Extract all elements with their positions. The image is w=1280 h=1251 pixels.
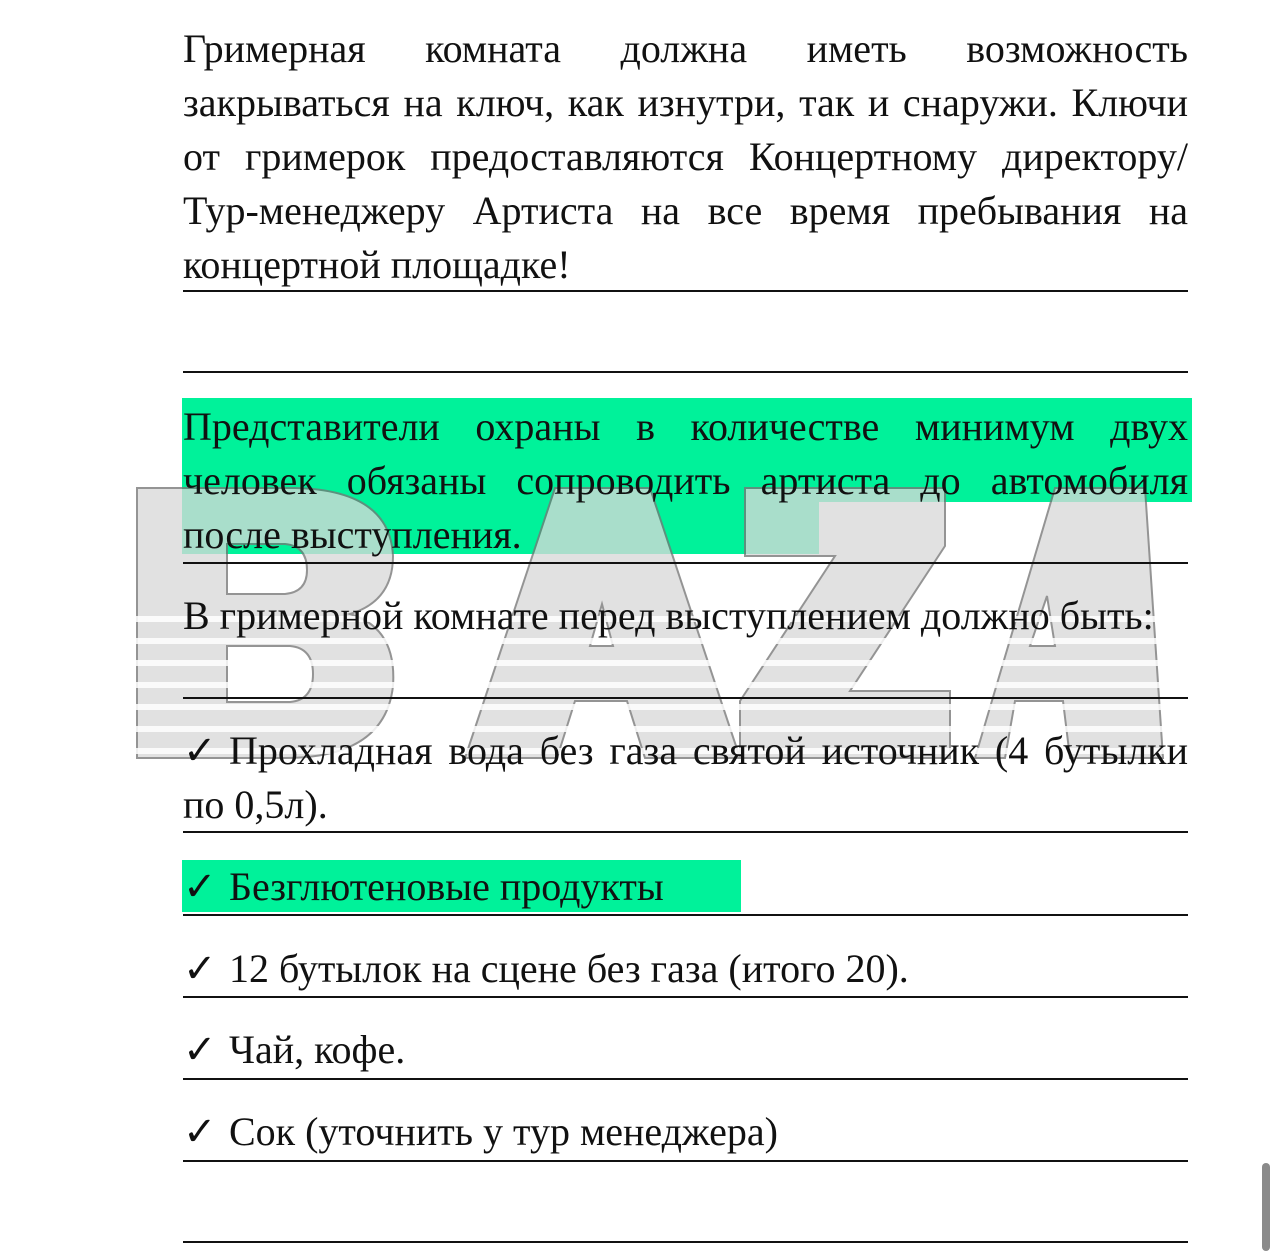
checkmark-icon: ✓ bbox=[183, 1109, 217, 1154]
list-item-juice bbox=[183, 1105, 1188, 1159]
rule-9 bbox=[183, 1160, 1188, 1162]
rule-2 bbox=[183, 371, 1188, 373]
checkmark-icon: ✓ bbox=[183, 1027, 217, 1072]
list-item-cool-water bbox=[183, 724, 1188, 832]
list-item-text: Сок (уточнить у тур менеджера) bbox=[229, 1109, 778, 1154]
list-item-text: Прохладная вода без газа святой источник (4 бутылки по 0,5л). bbox=[183, 728, 1188, 827]
rule-6 bbox=[183, 914, 1188, 916]
paragraph-dressing-room-lock: Гримерная комната должна иметь возможность закрываться на ключ, как изнутри, так и снаружи. Ключи от гримерок предоставляются Концертному директору/Тур-менеджеру Артиста на все время пребывания на концертной площадке! bbox=[183, 26, 1188, 287]
list-item-tea-coffee bbox=[183, 1023, 1188, 1077]
rule-5 bbox=[183, 831, 1188, 833]
rule-10 bbox=[183, 1241, 1188, 1243]
checkmark-icon: ✓ bbox=[183, 864, 217, 909]
rule-8 bbox=[183, 1078, 1188, 1080]
list-item-text: Чай, кофе. bbox=[229, 1027, 406, 1072]
checkmark-icon: ✓ bbox=[183, 946, 217, 991]
rule-4 bbox=[183, 697, 1188, 699]
rule-7 bbox=[183, 996, 1188, 998]
paragraph-security-escort: Представители охраны в количестве минимум двух человек обязаны сопроводить артиста до автомобиля после выступления. bbox=[183, 404, 1188, 557]
checkmark-icon: ✓ bbox=[183, 728, 217, 773]
paragraph-dressing-room-requirements: В гримерной комнате перед выступлением должно быть: bbox=[183, 593, 1154, 638]
list-item-gluten-free bbox=[183, 860, 1188, 914]
list-item-text: 12 бутылок на сцене без газа (итого 20). bbox=[229, 946, 909, 991]
rule-1 bbox=[183, 290, 1188, 292]
list-item-stage-bottles bbox=[183, 942, 1188, 996]
vertical-scrollbar-thumb[interactable] bbox=[1262, 1163, 1270, 1251]
rule-3 bbox=[183, 562, 1188, 564]
list-item-text: Безглютеновые продукты bbox=[229, 864, 664, 909]
